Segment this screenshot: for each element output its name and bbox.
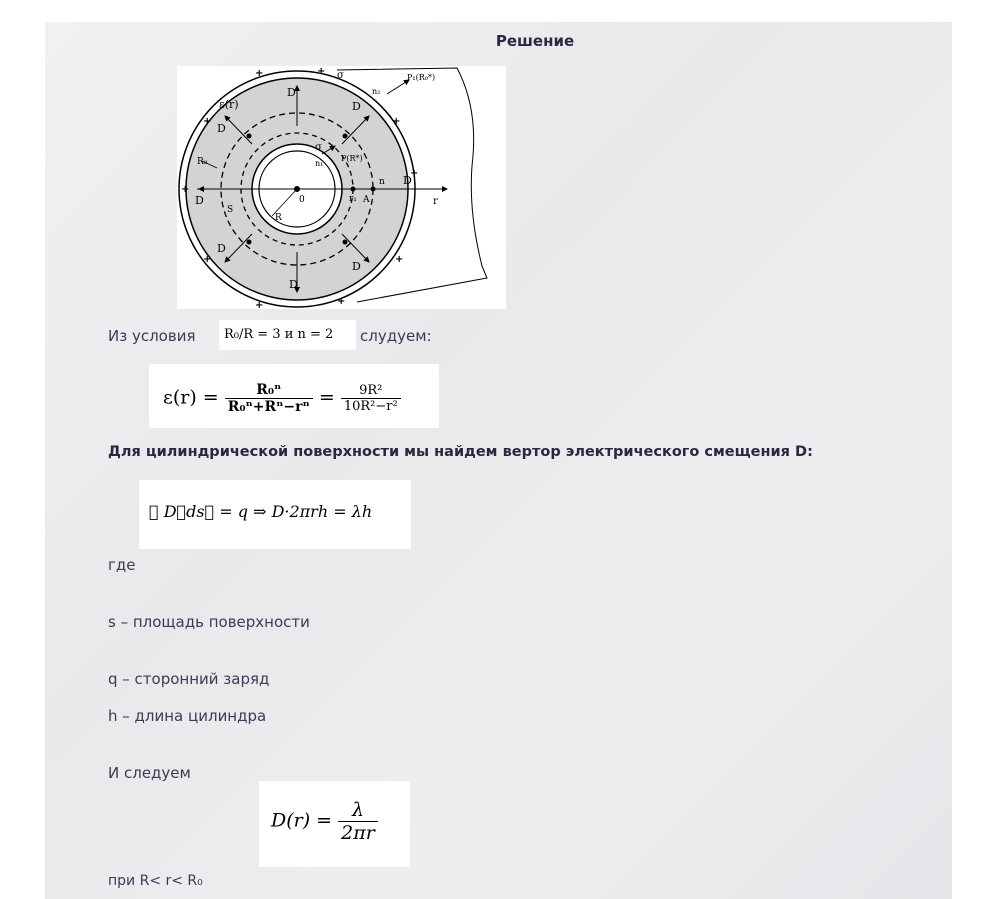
d-num: λ	[338, 799, 378, 822]
label-n: n	[379, 177, 385, 187]
gauss-formula	[139, 480, 411, 549]
cylinder-sentence: Для цилиндрической поверхности мы найдем вертор электрического смещения D:	[108, 444, 813, 460]
d-formula	[259, 781, 410, 867]
label-r0: R₀	[197, 157, 208, 167]
svg-text:+: +	[181, 184, 190, 195]
where-label: где	[108, 556, 136, 574]
label-d-left: D	[195, 194, 204, 207]
svg-text:+: +	[337, 296, 346, 307]
eps-den1: R₀ⁿ+Rⁿ−rⁿ	[227, 399, 310, 415]
eps-num1: R₀ⁿ	[225, 382, 313, 399]
label-d-right: D	[403, 174, 412, 187]
eps-lhs: ε(r) =	[163, 386, 219, 409]
label-n2: n₂	[372, 87, 381, 96]
d-den: 2πr	[341, 822, 375, 844]
label-d-bottom-right: D	[352, 260, 361, 273]
label-d-bottom: D	[289, 278, 298, 291]
solution-heading: Решение	[495, 32, 575, 50]
label-r: R	[275, 213, 282, 223]
label-d-top-right: D	[352, 100, 361, 113]
and-follows: И следуем	[108, 764, 191, 782]
def-h: h – длина цилиндра	[108, 707, 267, 725]
svg-text:+: +	[255, 68, 264, 79]
gauss-formula-text: ∮ D⃗ds⃗ = q ⇒ D·2πrh = λh	[149, 502, 373, 521]
eps-num2: 9R²	[341, 383, 401, 399]
label-r-axis: r	[433, 196, 438, 207]
label-eps: ε(r)	[219, 98, 239, 111]
label-a: A	[363, 195, 370, 205]
label-sigma-outer: σ	[337, 70, 344, 81]
cylinder-diagram	[177, 66, 506, 309]
svg-text:+: +	[410, 168, 419, 179]
label-n1: n₁	[315, 159, 324, 168]
epsilon-formula	[149, 364, 439, 428]
def-s: s – площадь поверхности	[108, 613, 310, 631]
condition-prefix: Из условия	[108, 327, 196, 345]
eps-den2: 10R²−r²	[343, 399, 398, 414]
svg-text:+: +	[392, 116, 401, 127]
label-p: P(R*)	[341, 154, 363, 163]
svg-text:+: +	[317, 66, 326, 77]
d-lhs: D(r) =	[271, 809, 333, 832]
label-d-top-left: D	[217, 122, 226, 135]
label-r1: r₁	[349, 194, 357, 204]
cylinder-diagram-svg	[177, 66, 506, 309]
def-q: q – сторонний заряд	[108, 670, 270, 688]
label-sigma-inner: σ	[315, 142, 322, 153]
condition-suffix: слудуем:	[360, 327, 432, 345]
label-d-top: D	[287, 86, 296, 99]
condition-formula: R₀/R = 3 и n = 2	[219, 320, 356, 350]
label-d-bottom-left: D	[217, 242, 226, 255]
svg-text:+: +	[255, 300, 264, 309]
label-origin: 0	[299, 195, 305, 205]
svg-text:+: +	[203, 254, 212, 265]
label-p1: P₁(R₀*)	[407, 73, 436, 82]
label-s: S	[227, 205, 234, 215]
svg-text:+: +	[395, 254, 404, 265]
svg-text:+: +	[203, 116, 212, 127]
eps-eq: =	[318, 386, 335, 409]
range-condition: при R< r< R₀	[108, 873, 203, 889]
